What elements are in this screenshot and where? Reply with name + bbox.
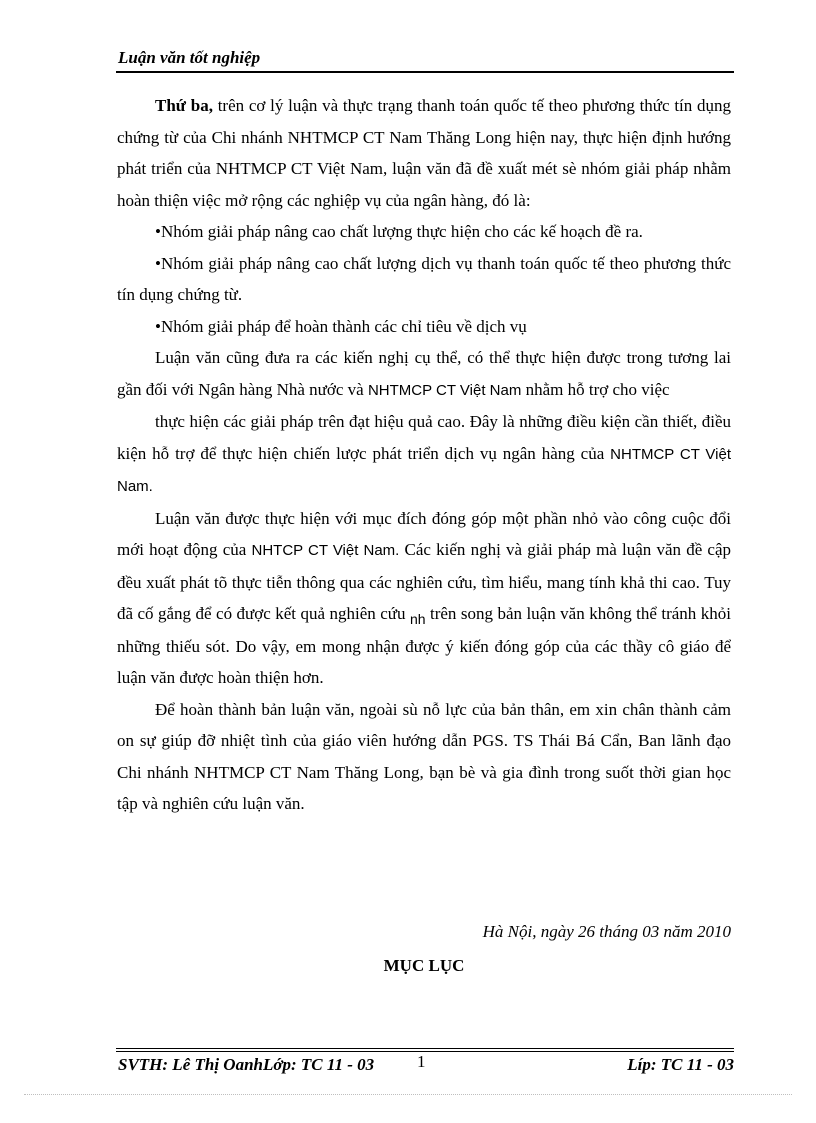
bullet-item-1: •Nhóm giải pháp nâng cao chất lượng thực hiện cho các kế hoạch đề ra.: [155, 222, 643, 241]
paragraph-3-text-a: thực hiện các giải pháp trên đạt hiệu quả cao. Đây là những điều kiện cần thiết, điều kiện hỗ trợ để thực hiện chiến lược phát triển dịch vụ ngân hàng của: [117, 412, 731, 463]
paragraph-4-sub: nh: [409, 611, 426, 627]
paragraph-5: Để hoàn thành bản luận văn, ngoài sù nỗ lực của bản thân, em xin chân thành cảm on sự giúp đỡ nhiệt tình của giáo viên hướng dẫn PGS. TS Thái Bá Cẩn, Ban lãnh đạo Chi nhánh NHTMCP CT Nam Thăng Long, bạn bè và gia đình trong suốt thời gian học tập và nghiên cứu luận văn.: [117, 699, 731, 813]
toc-title: MỤC LỤC: [383, 956, 465, 975]
paragraph-3: [117, 406, 731, 503]
page-border-bottom: [24, 1094, 792, 1095]
paragraph-4: [117, 503, 731, 694]
paragraph-4-text-a: Luận văn được thực hiện với mục đích đóng góp một phần nhỏ vào công cuộc đổi mới hoạt động của: [117, 508, 731, 559]
paragraph-1: [117, 90, 731, 216]
paragraph-4-text-c: trên song bản luận văn không thể tránh khỏi những thiếu sót. Do vậy, em mong nhận được ý kiến đóng góp của các thầy cô giáo để luận văn được hoàn thiện hơn.: [117, 604, 731, 687]
footer-student-info: SVTH: Lê Thị OanhLớp: TC 11 - 03: [118, 1055, 375, 1074]
paragraph-2: [117, 342, 731, 406]
header-title: Luận văn tốt nghiệp: [118, 48, 261, 67]
signature-date: Hà Nội, ngày 26 tháng 03 năm 2010: [482, 922, 731, 941]
bullet-item-3: •Nhóm giải pháp để hoàn thành các chỉ tiêu về dịch vụ: [155, 316, 527, 336]
paragraph-2-org: NHTMCP CT Việt Nam: [367, 381, 522, 399]
bullet-item-2: •Nhóm giải pháp nâng cao chất lượng dịch vụ thanh toán quốc tế theo phương thức tín dụng chứng từ.: [117, 253, 731, 304]
footer-rule-top: [116, 1048, 734, 1049]
header-rule: [116, 71, 734, 73]
paragraph-4-org: NHTCP CT Việt Nam.: [251, 542, 400, 559]
paragraph-2-text-a: Luận văn cũng đưa ra các kiến nghị cụ thể, có thể thực hiện được trong tương lai gần đối với Ngân hàng Nhà nước và: [117, 348, 731, 399]
paragraph-1-lead: Thứ ba,: [155, 96, 213, 115]
paragraph-4-text-b: Các kiến nghị và giải pháp mà luận văn đề cập đều xuất phát tõ thực tiễn thông qua các nghiên cứu, tìm hiểu, mang tính khả thi cao. Tuy đã cố gắng để có được kết quả nghiên cứu: [117, 540, 732, 623]
paragraph-1-text: trên cơ lý luận và thực trạng thanh toán quốc tế theo phương thức tín dụng chứng từ của Chi nhánh NHTMCP CT Nam Thăng Long hiện nay, thực hiện định hướng phát triển của NHTMCP CT Việt Nam, luận văn đã đề xuất mét sè nhóm giải pháp nhằm hoàn thiện việc mở rộng các nghiệp vụ của ngân hàng, đó là:: [117, 96, 732, 210]
paragraph-2-text-b: nhằm hỗ trợ cho việc: [521, 379, 670, 399]
body-text: [117, 90, 731, 820]
footer-class-info: Líp: TC 11 - 03: [627, 1055, 734, 1074]
footer-page-number: 1: [417, 1052, 426, 1071]
paragraph-3-org: NHTMCP CT Việt Nam.: [117, 445, 731, 495]
